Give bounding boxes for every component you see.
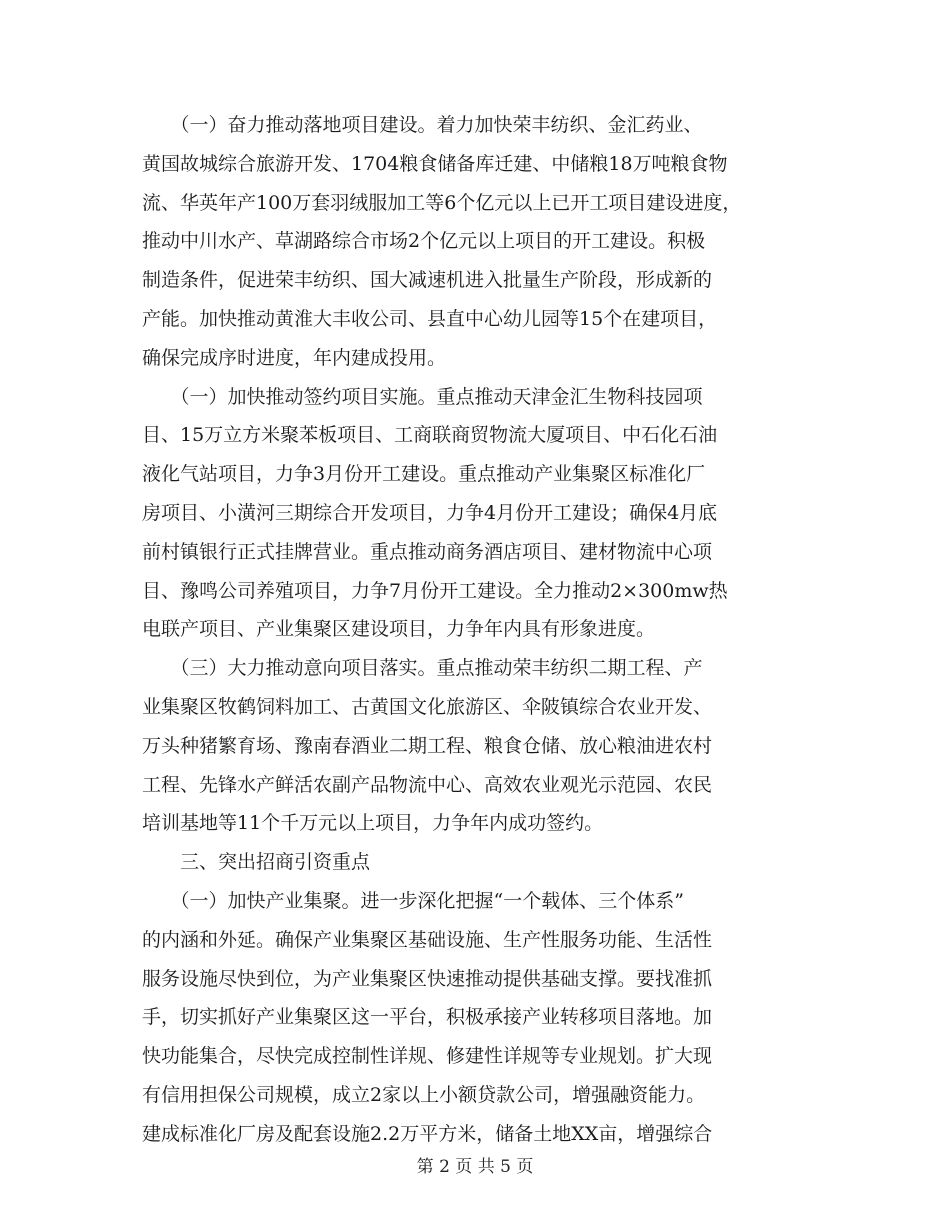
text-line: 产能。加快推动黄淮大丰收公司、县直中心幼儿园等15个在建项目， [142,307,718,330]
text-line: 推动中川水产、草湖路综合市场2个亿元以上项目的开工建设。积极 [142,230,706,253]
text-line: 确保完成序时进度，年内建成投用。 [142,346,447,369]
text-line: （一）加快推动签约项目实施。重点推动天津金汇生物科技园项 [142,385,703,408]
text-line: 前村镇银行正式挂牌营业。重点推动商务酒店项目、建材物流中心项 [142,540,713,563]
text-line: 服务设施尽快到位，为产业集聚区快速推动提供基础支撑。要找准抓 [142,967,713,990]
text-line: 快功能集合，尽快完成控制性详规、修建性详规等专业规划。扩大现 [142,1045,713,1068]
text-line: （三）大力推动意向项目落实。重点推动荣丰纺织二期工程、产 [142,657,703,680]
text-line: 目、豫鸣公司养殖项目，力争7月份开工建设。全力推动2×300mw热 [142,579,728,602]
text-line: 制造条件，促进荣丰纺织、国大减速机进入批量生产阶段，形成新的 [142,269,713,292]
text-line: 黄国故城综合旅游开发、1704粮食储备库迁建、中储粮18万吨粮食物 [142,152,728,175]
document-body [142,106,822,1154]
text-line: 万头种猪繁育场、豫南春酒业二期工程、粮食仓储、放心粮油进农村 [142,734,713,757]
text-line: 流、华英年产100万套羽绒服加工等6个亿元以上已开工项目建设进度， [142,191,742,214]
text-line: 建成标准化厂房及配套设施2.2万平方米，储备土地XX亩，增强综合 [142,1122,713,1145]
page-number-footer: 第 2 页 共 5 页 [416,1157,534,1177]
text-line: 液化气站项目，力争3月份开工建设。重点推动产业集聚区标准化厂 [142,463,706,486]
text-line: 电联产项目、产业集聚区建设项目，力争年内具有形象进度。 [142,618,656,641]
text-line: 的内涵和外延。确保产业集聚区基础设施、生产性服务功能、生活性 [142,928,713,951]
text-line: 目、15万立方米聚苯板项目、工商联商贸物流大厦项目、中石化石油 [142,424,718,447]
text-line: （一）奋力推动落地项目建设。着力加快荣丰纺织、金汇药业、 [142,114,703,136]
text-line: 房项目、小潢河三期综合开发项目，力争4月份开工建设；确保4月底 [142,501,718,524]
text-line: 有信用担保公司规模，成立2家以上小额贷款公司，增强融资能力。 [142,1083,706,1106]
text-line: 工程、先锋水产鲜活农副产品物流中心、高效农业观光示范园、农民 [142,773,713,796]
text-line: 培训基地等11个千万元以上项目，力争年内成功签约。 [142,812,604,835]
section-heading: 三、突出招商引资重点 [142,851,371,874]
text-line: （一）加快产业集聚。进一步深化把握“一个载体、三个体系” [142,889,684,912]
text-line: 手，切实抓好产业集聚区这一平台，积极承接产业转移项目落地。加 [142,1006,713,1029]
text-line: 业集聚区牧鹤饲料加工、古黄国文化旅游区、伞陂镇综合农业开发、 [142,695,713,718]
